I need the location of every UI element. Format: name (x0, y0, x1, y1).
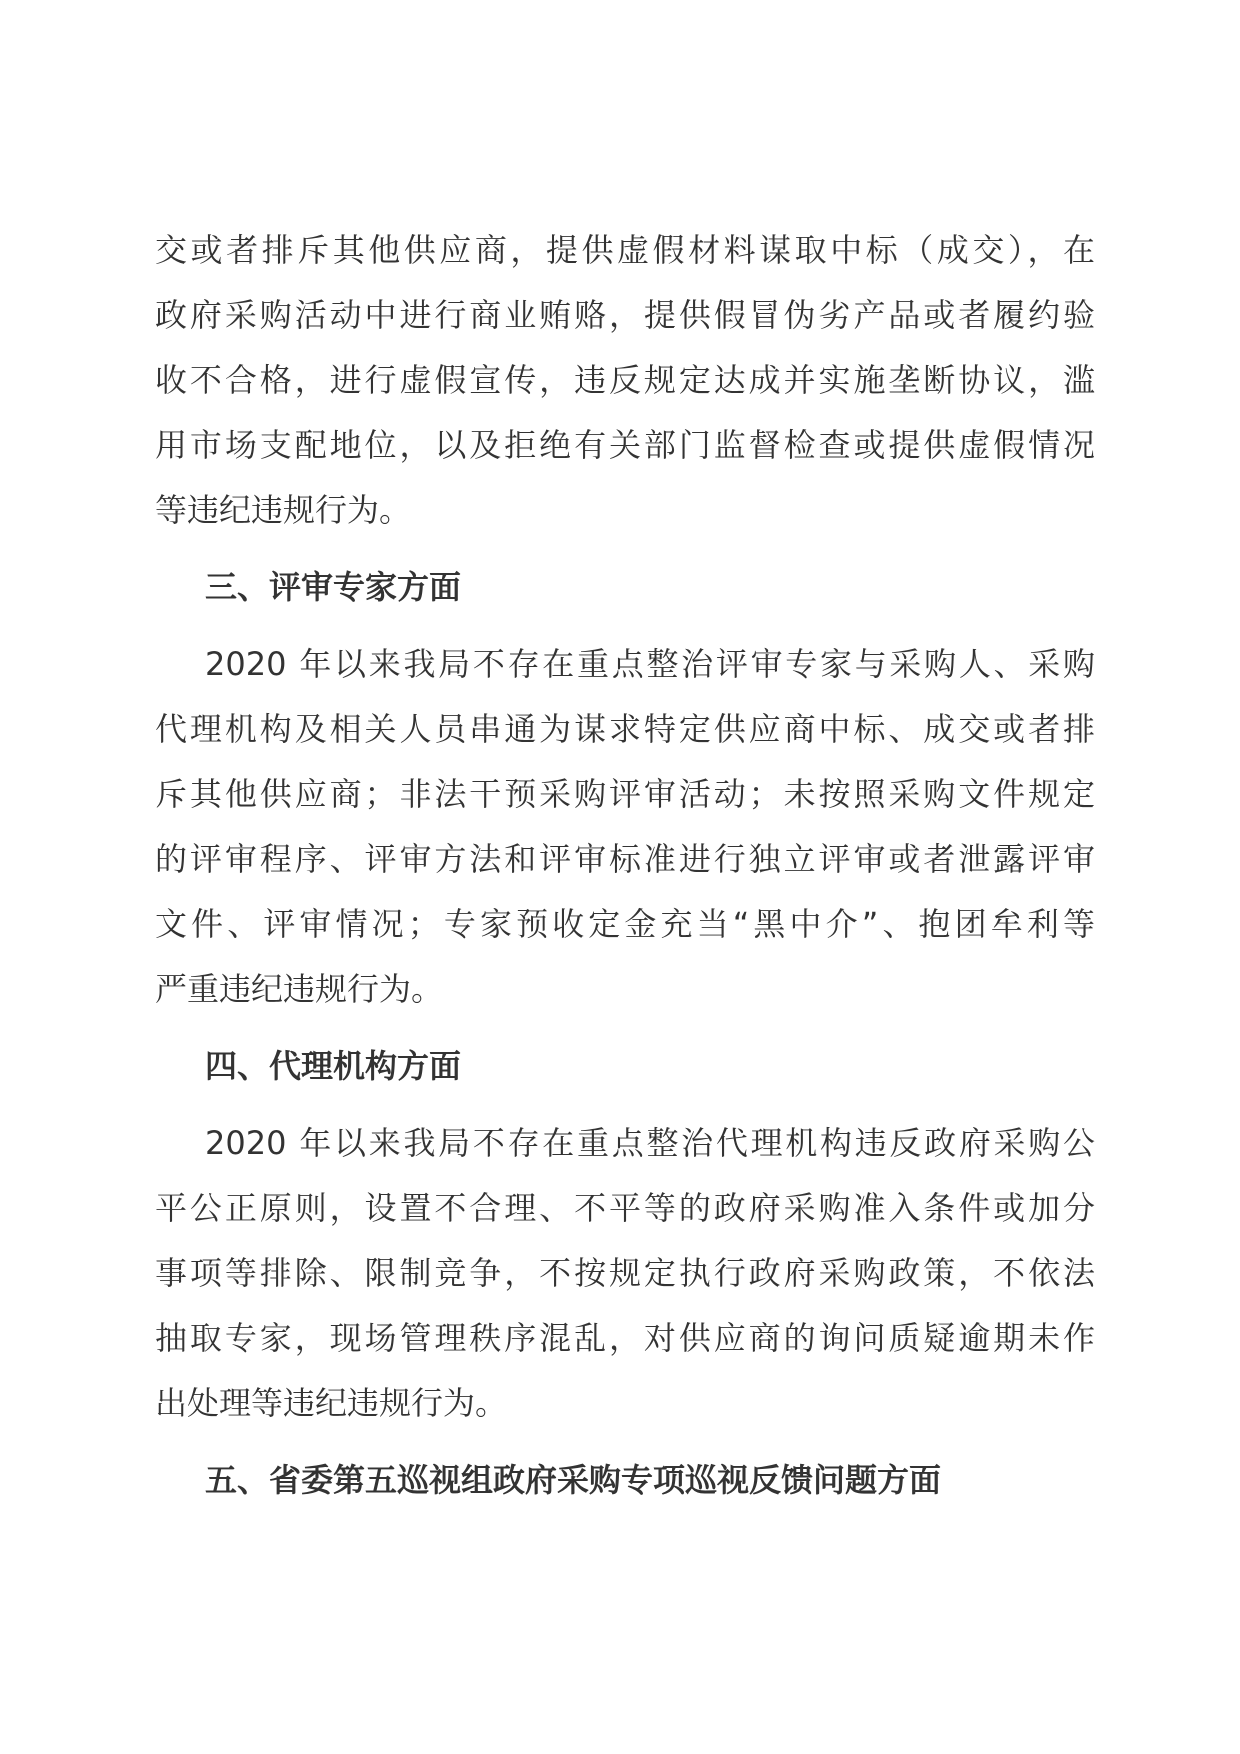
paragraph-line: 收不合格，进行虚假宣传，违反规定达成并实施垄断协议，滥 (155, 361, 1095, 399)
section-heading-5: 五、省委第五巡视组政府采购专项巡视反馈问题方面 (205, 1461, 942, 1499)
paragraph-line: 交或者排斥其他供应商，提供虚假材料谋取中标（成交），在 (155, 231, 1095, 269)
paragraph-line: 出处理等违纪违规行为。 (155, 1384, 508, 1422)
paragraph-line: 斥其他供应商；非法干预采购评审活动；未按照采购文件规定 (155, 775, 1095, 813)
paragraph-line: 文件、评审情况；专家预收定金充当“黑中介”、抱团牟利等 (155, 905, 1095, 943)
paragraph-2 (155, 632, 1095, 1022)
section-heading-3: 三、评审专家方面 (205, 568, 462, 606)
paragraph-line: 抽取专家，现场管理秩序混乱，对供应商的询问质疑逾期未作 (155, 1319, 1095, 1357)
paragraph-line: 2020 年以来我局不存在重点整治代理机构违反政府采购公 (205, 1124, 1095, 1162)
paragraph-line: 用市场支配地位，以及拒绝有关部门监督检查或提供虚假情况 (155, 426, 1095, 464)
paragraph-line: 平公正原则，设置不合理、不平等的政府采购准入条件或加分 (155, 1189, 1095, 1227)
document-body (155, 218, 1095, 1525)
paragraph-line: 2020 年以来我局不存在重点整治评审专家与采购人、采购 (205, 645, 1095, 683)
paragraph-line: 的评审程序、评审方法和评审标准进行独立评审或者泄露评审 (155, 840, 1095, 878)
paragraph-line: 政府采购活动中进行商业贿赂，提供假冒伪劣产品或者履约验 (155, 296, 1095, 334)
paragraph-line: 等违纪违规行为。 (155, 491, 412, 529)
section-heading-4: 四、代理机构方面 (205, 1047, 462, 1085)
paragraph-line: 代理机构及相关人员串通为谋求特定供应商中标、成交或者排 (155, 710, 1095, 748)
paragraph-line: 严重违纪违规行为。 (155, 970, 444, 1008)
paragraph-line: 事项等排除、限制竞争，不按规定执行政府采购政策，不依法 (155, 1254, 1095, 1292)
paragraph-1 (155, 218, 1095, 543)
paragraph-3 (155, 1111, 1095, 1436)
